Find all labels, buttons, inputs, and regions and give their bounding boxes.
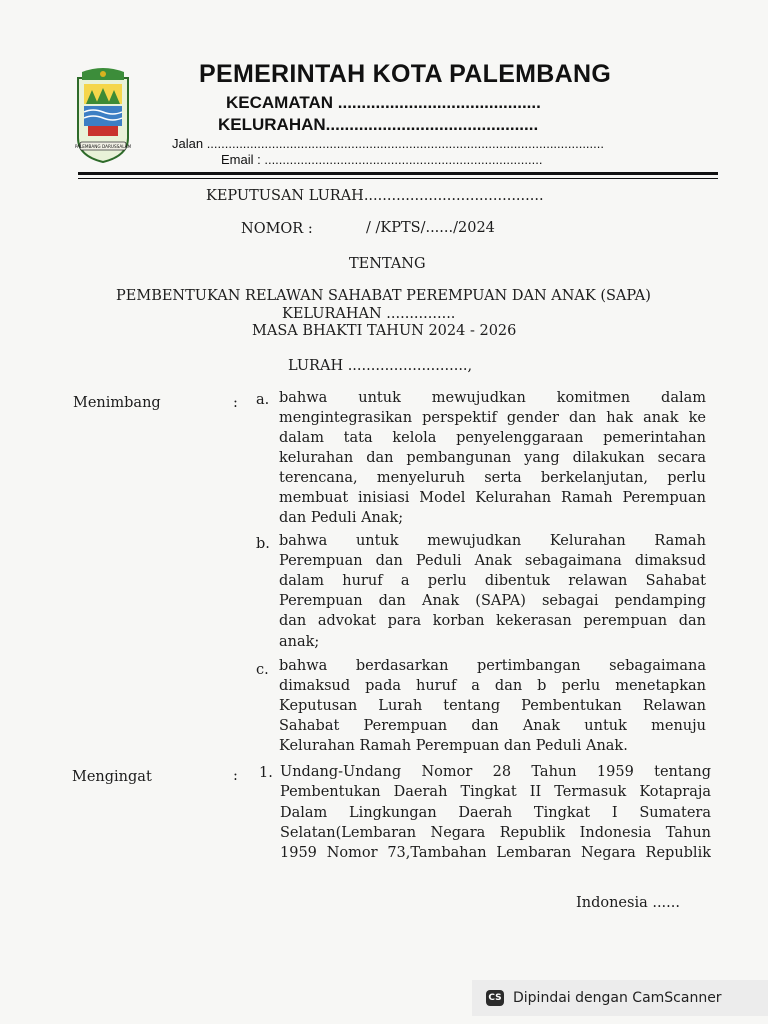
palembang-emblem-icon xyxy=(74,64,132,168)
camscanner-text: Dipindai dengan CamScanner xyxy=(513,990,722,1006)
menimbang-a-line: kelurahan dan pembangunan yang dilakukan secara xyxy=(279,450,706,466)
mengingat-label: Mengingat xyxy=(72,769,152,785)
mengingat-1-marker: 1. xyxy=(259,765,273,781)
nomor-label: NOMOR : xyxy=(241,221,313,237)
mengingat-1-line: Undang-Undang Nomor 28 Tahun 1959 tentang xyxy=(280,764,711,780)
kelurahan-line: KELURAHAN............................................. xyxy=(218,115,539,134)
camscanner-badge xyxy=(472,980,768,1016)
signer-line: LURAH .........................., xyxy=(288,358,473,374)
menimbang-b-marker: b. xyxy=(256,536,270,552)
nomor-value: / /KPTS/....../2024 xyxy=(366,220,495,236)
email-line: Email : ............................................................................. xyxy=(221,152,543,167)
subject-line-1: PEMBENTUKAN RELAWAN SAHABAT PEREMPUAN DAN ANAK (SAPA) xyxy=(116,288,651,304)
menimbang-b-line: anak; xyxy=(279,634,320,650)
camscanner-icon: CS xyxy=(486,990,504,1006)
menimbang-a-line: terencana, menyeluruh serta berkelanjutan, perlu xyxy=(279,470,706,486)
menimbang-c-line: Kelurahan Ramah Perempuan dan Peduli Anak. xyxy=(279,738,628,754)
menimbang-a-line: bahwa untuk mewujudkan komitmen dalam xyxy=(279,390,706,406)
menimbang-colon: : xyxy=(233,395,238,411)
mengingat-1-line: Pembentukan Daerah Tingkat II Termasuk Kotapraja xyxy=(280,784,711,800)
kecamatan-line: KECAMATAN ........................................... xyxy=(226,93,541,112)
mengingat-1-line: Dalam Lingkungan Daerah Tingkat I Sumatera xyxy=(280,805,711,821)
mengingat-colon: : xyxy=(233,768,238,784)
tentang-heading: TENTANG xyxy=(349,256,426,272)
menimbang-a-line: dalam tata kelola penyelenggaraan pemerintahan xyxy=(279,430,706,446)
menimbang-b-line: dalam huruf a perlu dibentuk relawan Sahabat xyxy=(279,573,706,589)
menimbang-b-line: dan advokat para korban kekerasan perempuan dan xyxy=(279,613,706,629)
letterhead-divider-thick xyxy=(78,172,718,175)
menimbang-b-line: Perempuan dan Anak (SAPA) sebagai pendamping xyxy=(279,593,706,609)
menimbang-a-line: mengintegrasikan perspektif gender dan hak anak ke xyxy=(279,410,706,426)
menimbang-c-marker: c. xyxy=(256,662,269,678)
subject-line-2: KELURAHAN ............... xyxy=(282,306,456,322)
menimbang-c-line: Sahabat Perempuan dan Anak untuk menuju xyxy=(279,718,706,734)
continuation-text: Indonesia ...... xyxy=(576,895,680,911)
mengingat-1-line: 1959 Nomor 73,Tambahan Lembaran Negara Republik xyxy=(280,845,711,861)
menimbang-b-line: bahwa untuk mewujudkan Kelurahan Ramah xyxy=(279,533,706,549)
letterhead-divider-thin xyxy=(78,178,718,179)
menimbang-c-line: bahwa berdasarkan pertimbangan sebagaimana xyxy=(279,658,706,674)
subject-line-3: MASA BHAKTI TAHUN 2024 - 2026 xyxy=(252,323,517,339)
government-title: PEMERINTAH KOTA PALEMBANG xyxy=(199,60,612,88)
menimbang-label: Menimbang xyxy=(73,395,161,411)
menimbang-c-line: Keputusan Lurah tentang Pembentukan Relawan xyxy=(279,698,706,714)
address-line: Jalan .............................................................................................................. xyxy=(172,136,604,151)
mengingat-1-line: Selatan(Lembaran Negara Republik Indonesia Tahun xyxy=(280,825,711,841)
menimbang-a-line: membuat inisiasi Model Kelurahan Ramah Perempuan xyxy=(279,490,706,506)
emblem-ribbon-text: PALEMBANG DARUSSALAM xyxy=(74,144,132,149)
menimbang-b-line: Perempuan dan Peduli Anak sebagaimana dimaksud xyxy=(279,553,706,569)
menimbang-c-line: dimaksud pada huruf a dan b perlu menetapkan xyxy=(279,678,706,694)
decree-title: KEPUTUSAN LURAH....................................... xyxy=(206,188,544,204)
menimbang-a-marker: a. xyxy=(256,392,270,408)
menimbang-a-line: dan Peduli Anak; xyxy=(279,510,404,526)
